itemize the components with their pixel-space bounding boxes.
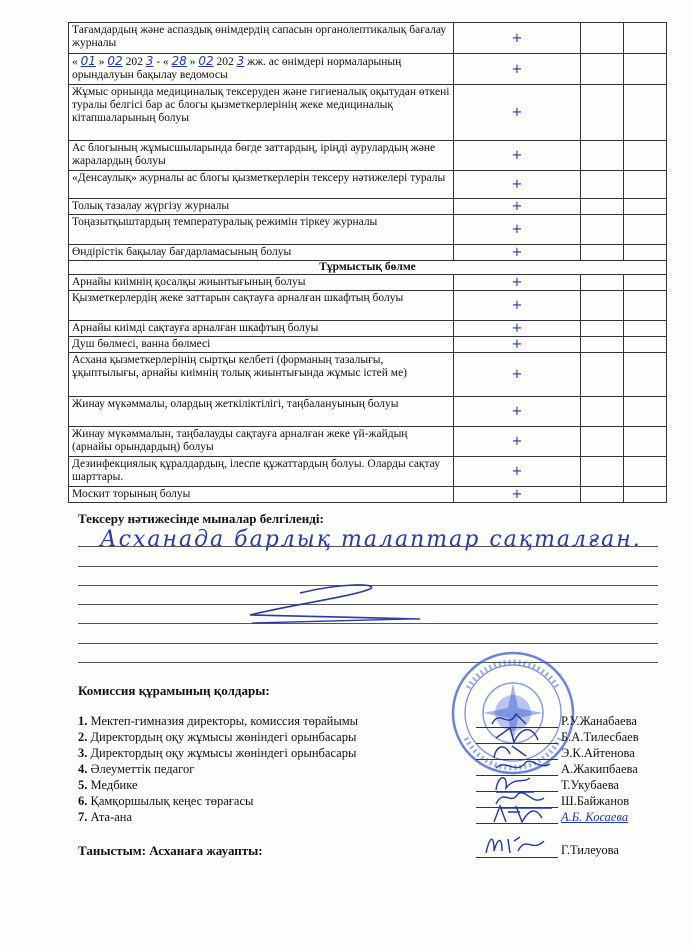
criterion-cell: Арнайы киімді сақтауға арналған шкафтың болуы <box>69 321 454 337</box>
check-mark-cell: + <box>454 275 581 291</box>
handwritten-finding: Асханада барлық талаптар сақталған. <box>100 527 642 552</box>
table-row <box>69 337 667 353</box>
handwritten-date-part: 01 <box>80 54 96 68</box>
extra-cell-b <box>624 337 667 353</box>
extra-cell-a <box>581 321 624 337</box>
extra-cell-b <box>624 171 667 199</box>
table-section-row <box>69 261 667 275</box>
check-mark-cell: + <box>454 23 581 54</box>
criterion-cell: «Денсаулық» журналы ас блогы қызметкерлерін тексеру нәтижелері туралы <box>69 171 454 199</box>
table-row <box>69 427 667 457</box>
criterion-text: » <box>189 56 196 68</box>
criterion-text: - « <box>156 56 169 68</box>
member-name: А.Б. Косаева <box>561 810 629 824</box>
criterion-cell: Жинау мүкәммалы, олардың жеткіліктілігі, таңбалануының болуы <box>69 397 454 427</box>
extra-cell-b <box>624 353 667 397</box>
member-number: 1. <box>78 714 88 728</box>
check-mark-cell: + <box>454 245 581 261</box>
criterion-cell: Ас блогының жұмысшыларында бөгде заттардың, іріңді аурулардың және жаралардың болуы <box>69 141 454 171</box>
extra-cell-b <box>624 23 667 54</box>
check-mark-cell: + <box>454 215 581 245</box>
member-name: Э.К.Айтенова <box>561 746 635 760</box>
extra-cell-a <box>581 85 624 141</box>
handwritten-date-part: 3 <box>236 54 245 68</box>
check-mark-cell: + <box>454 457 581 487</box>
handwritten-date-part: 02 <box>107 54 123 68</box>
check-mark-cell: + <box>454 54 581 85</box>
member-role-text: Директордың оқу жұмысы жөніндегі орынбасары <box>90 746 357 760</box>
extra-cell-b <box>624 487 667 503</box>
extra-cell-b <box>624 85 667 141</box>
criterion-text: 202 <box>125 56 143 68</box>
findings-title: Тексеру нәтижесінде мыналар белгіленді: <box>78 511 324 526</box>
table-row <box>69 215 667 245</box>
table-row <box>69 171 667 199</box>
handwritten-date-part: 02 <box>198 54 214 68</box>
member-name: Ш.Байжанов <box>561 794 630 808</box>
member-signature <box>486 802 550 826</box>
member-number: 4. <box>78 762 88 776</box>
member-role-text: Медбике <box>90 778 138 792</box>
check-mark-cell: + <box>454 353 581 397</box>
handwritten-date-part: 3 <box>145 54 154 68</box>
member-number: 3. <box>78 746 88 760</box>
extra-cell-a <box>581 141 624 171</box>
criterion-cell: Өндірістік бақылау бағдарламасының болуы <box>69 245 454 261</box>
criterion-cell: Қызметкерлердің жеке заттарын сақтауға арналған шкафтың болуы <box>69 291 454 321</box>
extra-cell-b <box>624 215 667 245</box>
check-mark-cell: + <box>454 397 581 427</box>
checklist-table <box>68 22 667 503</box>
extra-cell-a <box>581 353 624 397</box>
member-role <box>78 714 358 729</box>
extra-cell-a <box>581 291 624 321</box>
table-row <box>69 487 667 503</box>
table-row <box>69 353 667 397</box>
findings-line <box>78 643 658 644</box>
extra-cell-b <box>624 457 667 487</box>
criterion-cell: Асхана қызметкерлерінің сыртқы келбеті (форманың тазалығы, ұқыптылығы, арнайы киімнің толық жиынтығында жұмыс істей ме) <box>69 353 454 397</box>
responsible-title: Таныстым: Асханаға жауапты: <box>78 843 263 858</box>
member-role-text: Қамқоршылық кеңес төрағасы <box>90 794 254 808</box>
criterion-cell: Душ бөлмесі, ванна бөлмесі <box>69 337 454 353</box>
criterion-cell: Дезинфекциялық құралдардың, ілеспе құжаттардың болуы. Оларды сақтау шарттары. <box>69 457 454 487</box>
table-row <box>69 245 667 261</box>
criterion-text: жж. ас өнімдері нормаларының орындалуын бақылау ведомосы <box>72 56 402 81</box>
scribble-strike <box>230 575 430 635</box>
check-mark-cell: + <box>454 85 581 141</box>
member-name: Б.А.Тилесбаев <box>561 730 639 744</box>
member-role <box>78 810 132 825</box>
check-mark-cell: + <box>454 337 581 353</box>
criterion-cell: Жинау мүкәммалын, таңбалауды сақтауға арналған жеке үй-жайдың (арнайы орындардың) болуы <box>69 427 454 457</box>
extra-cell-b <box>624 245 667 261</box>
criterion-text: 202 <box>216 56 234 68</box>
member-role-text: Ата-ана <box>90 810 133 824</box>
responsible-name: Г.Тилеуова <box>561 843 619 857</box>
member-role <box>78 730 356 745</box>
criterion-cell: Тағамдардың және аспаздық өнімдердің сапасын органолептикалық бағалау журналы <box>69 23 454 54</box>
member-role-text: Мектеп-гимназия директоры, комиссия төрайымы <box>90 714 359 728</box>
table-row <box>69 457 667 487</box>
member-role <box>78 746 356 761</box>
criterion-text: « <box>72 56 78 68</box>
criterion-cell: Арнайы киімнің қосалқы жиынтығының болуы <box>69 275 454 291</box>
member-number: 2. <box>78 730 88 744</box>
extra-cell-a <box>581 215 624 245</box>
table-row <box>69 397 667 427</box>
extra-cell-b <box>624 397 667 427</box>
findings-line <box>78 566 658 567</box>
criterion-cell <box>69 54 454 85</box>
extra-cell-a <box>581 487 624 503</box>
extra-cell-a <box>581 54 624 85</box>
member-role-text: Әлеуметтік педагог <box>90 762 195 776</box>
extra-cell-b <box>624 427 667 457</box>
member-role <box>78 778 138 793</box>
criterion-cell: Жұмыс орнында медициналық тексеруден және гигиеналық оқытудан өткені туралы белгісі бар ас блогы қызметкерлерінің жеке медициналық кітапшаларының болуы <box>69 85 454 141</box>
extra-cell-b <box>624 291 667 321</box>
criterion-text: » <box>98 56 105 68</box>
criterion-cell: Толық тазалау жүргізу журналы <box>69 199 454 215</box>
extra-cell-b <box>624 321 667 337</box>
table-row <box>69 141 667 171</box>
extra-cell-b <box>624 141 667 171</box>
commission-title: Комиссия құрамының қолдары: <box>78 683 270 698</box>
criterion-cell: Москит торының болуы <box>69 487 454 503</box>
table-row <box>69 291 667 321</box>
table-row <box>69 23 667 54</box>
member-number: 7. <box>78 810 88 824</box>
extra-cell-b <box>624 54 667 85</box>
member-role <box>78 794 253 809</box>
member-name: Т.Укубаева <box>561 778 619 792</box>
extra-cell-a <box>581 337 624 353</box>
table-row <box>69 85 667 141</box>
check-mark-cell: + <box>454 171 581 199</box>
extra-cell-a <box>581 275 624 291</box>
check-mark-cell: + <box>454 487 581 503</box>
extra-cell-a <box>581 457 624 487</box>
extra-cell-a <box>581 427 624 457</box>
check-mark-cell: + <box>454 291 581 321</box>
check-mark-cell: + <box>454 321 581 337</box>
check-mark-cell: + <box>454 427 581 457</box>
extra-cell-b <box>624 199 667 215</box>
extra-cell-a <box>581 199 624 215</box>
check-mark-cell: + <box>454 199 581 215</box>
table-row <box>69 321 667 337</box>
member-number: 5. <box>78 778 88 792</box>
signature-responsible <box>482 831 552 857</box>
table-row <box>69 275 667 291</box>
check-mark-cell: + <box>454 141 581 171</box>
handwritten-date-part: 28 <box>171 54 187 68</box>
extra-cell-a <box>581 397 624 427</box>
member-name: Р.У.Жанабаева <box>561 714 637 728</box>
signature-line <box>476 857 558 858</box>
extra-cell-a <box>581 245 624 261</box>
criterion-cell: Тоңазытқыштардың температуралық режимін тіркеу журналы <box>69 215 454 245</box>
table-row <box>69 54 667 85</box>
extra-cell-a <box>581 171 624 199</box>
member-number: 6. <box>78 794 88 808</box>
member-name: А.Жакипбаева <box>561 762 638 776</box>
table-row <box>69 199 667 215</box>
extra-cell-b <box>624 275 667 291</box>
section-heading: Тұрмыстық бөлме <box>69 261 667 275</box>
extra-cell-a <box>581 23 624 54</box>
member-role <box>78 762 194 777</box>
member-role-text: Директордың оқу жұмысы жөніндегі орынбасары <box>90 730 357 744</box>
